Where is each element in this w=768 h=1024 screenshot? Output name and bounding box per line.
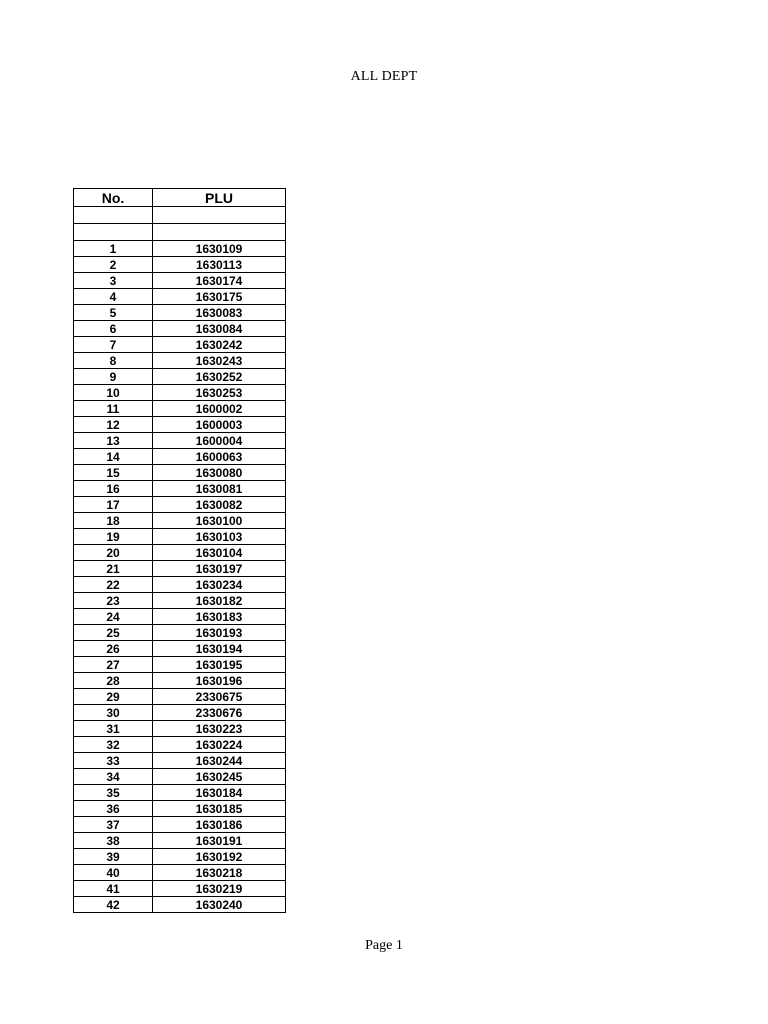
table-cell xyxy=(74,224,153,241)
cell-plu: 1630184 xyxy=(153,785,286,801)
table-row xyxy=(74,625,286,641)
table-row xyxy=(74,721,286,737)
cell-no: 2 xyxy=(74,257,153,273)
table-row xyxy=(74,689,286,705)
table-row xyxy=(74,465,286,481)
cell-plu: 1630193 xyxy=(153,625,286,641)
cell-plu: 1600003 xyxy=(153,417,286,433)
cell-plu: 1630185 xyxy=(153,801,286,817)
cell-plu: 1600002 xyxy=(153,401,286,417)
cell-plu: 1630223 xyxy=(153,721,286,737)
table-row xyxy=(74,257,286,273)
cell-no: 37 xyxy=(74,817,153,833)
cell-plu: 1630083 xyxy=(153,305,286,321)
table-row xyxy=(74,705,286,721)
cell-plu: 1600004 xyxy=(153,433,286,449)
table-row xyxy=(74,737,286,753)
cell-no: 34 xyxy=(74,769,153,785)
cell-plu: 1630242 xyxy=(153,337,286,353)
cell-plu: 1630109 xyxy=(153,241,286,257)
table-row xyxy=(74,593,286,609)
table-row xyxy=(74,337,286,353)
cell-plu: 1630240 xyxy=(153,897,286,913)
table-header-row xyxy=(74,189,286,207)
table-cell xyxy=(74,207,153,224)
cell-no: 20 xyxy=(74,545,153,561)
cell-no: 15 xyxy=(74,465,153,481)
cell-plu: 1630224 xyxy=(153,737,286,753)
cell-plu: 1630196 xyxy=(153,673,286,689)
table-row xyxy=(74,769,286,785)
cell-no: 38 xyxy=(74,833,153,849)
cell-plu: 1630175 xyxy=(153,289,286,305)
cell-no: 42 xyxy=(74,897,153,913)
cell-no: 1 xyxy=(74,241,153,257)
cell-no: 23 xyxy=(74,593,153,609)
cell-plu: 1630084 xyxy=(153,321,286,337)
table-row xyxy=(74,657,286,673)
cell-no: 12 xyxy=(74,417,153,433)
table-row xyxy=(74,369,286,385)
cell-plu: 1600063 xyxy=(153,449,286,465)
cell-plu: 1630252 xyxy=(153,369,286,385)
cell-no: 10 xyxy=(74,385,153,401)
plu-table xyxy=(73,188,286,913)
cell-no: 3 xyxy=(74,273,153,289)
table-row xyxy=(74,833,286,849)
page-number: Page 1 xyxy=(365,938,403,953)
cell-no: 25 xyxy=(74,625,153,641)
page-title: ALL DEPT xyxy=(350,69,418,84)
cell-plu: 1630182 xyxy=(153,593,286,609)
table-row xyxy=(74,241,286,257)
table-row xyxy=(74,849,286,865)
cell-no: 17 xyxy=(74,497,153,513)
blank-row xyxy=(74,207,286,224)
cell-plu: 1630253 xyxy=(153,385,286,401)
cell-no: 33 xyxy=(74,753,153,769)
table-row xyxy=(74,881,286,897)
table-row xyxy=(74,897,286,913)
cell-plu: 1630194 xyxy=(153,641,286,657)
table-row xyxy=(74,753,286,769)
cell-plu: 1630174 xyxy=(153,273,286,289)
cell-plu: 1630234 xyxy=(153,577,286,593)
cell-no: 4 xyxy=(74,289,153,305)
table-row xyxy=(74,385,286,401)
table-cell xyxy=(153,224,286,241)
cell-plu: 1630243 xyxy=(153,353,286,369)
cell-plu: 1630081 xyxy=(153,481,286,497)
column-header-no: No. xyxy=(74,189,153,207)
cell-no: 19 xyxy=(74,529,153,545)
cell-no: 24 xyxy=(74,609,153,625)
table-row xyxy=(74,577,286,593)
cell-plu: 1630244 xyxy=(153,753,286,769)
table-row xyxy=(74,497,286,513)
table-row xyxy=(74,529,286,545)
cell-plu: 1630186 xyxy=(153,817,286,833)
cell-plu: 1630103 xyxy=(153,529,286,545)
cell-plu: 1630195 xyxy=(153,657,286,673)
table-row xyxy=(74,305,286,321)
cell-no: 9 xyxy=(74,369,153,385)
table-row xyxy=(74,433,286,449)
cell-no: 39 xyxy=(74,849,153,865)
cell-no: 36 xyxy=(74,801,153,817)
table-row xyxy=(74,417,286,433)
table-row xyxy=(74,481,286,497)
cell-no: 18 xyxy=(74,513,153,529)
cell-no: 41 xyxy=(74,881,153,897)
table-row xyxy=(74,609,286,625)
cell-no: 40 xyxy=(74,865,153,881)
cell-no: 21 xyxy=(74,561,153,577)
table-cell xyxy=(153,207,286,224)
cell-plu: 1630080 xyxy=(153,465,286,481)
cell-no: 26 xyxy=(74,641,153,657)
cell-no: 16 xyxy=(74,481,153,497)
cell-no: 35 xyxy=(74,785,153,801)
table-row xyxy=(74,273,286,289)
cell-plu: 2330675 xyxy=(153,689,286,705)
cell-no: 28 xyxy=(74,673,153,689)
table-body xyxy=(74,207,286,913)
cell-plu: 2330676 xyxy=(153,705,286,721)
cell-plu: 1630197 xyxy=(153,561,286,577)
cell-no: 11 xyxy=(74,401,153,417)
cell-plu: 1630183 xyxy=(153,609,286,625)
cell-no: 31 xyxy=(74,721,153,737)
cell-plu: 1630219 xyxy=(153,881,286,897)
cell-no: 14 xyxy=(74,449,153,465)
table-row xyxy=(74,353,286,369)
cell-no: 22 xyxy=(74,577,153,593)
cell-plu: 1630082 xyxy=(153,497,286,513)
table-row xyxy=(74,449,286,465)
table-row xyxy=(74,817,286,833)
cell-no: 5 xyxy=(74,305,153,321)
table-row xyxy=(74,673,286,689)
cell-no: 27 xyxy=(74,657,153,673)
cell-no: 7 xyxy=(74,337,153,353)
cell-plu: 1630245 xyxy=(153,769,286,785)
cell-plu: 1630218 xyxy=(153,865,286,881)
cell-plu: 1630104 xyxy=(153,545,286,561)
table-row xyxy=(74,321,286,337)
cell-no: 32 xyxy=(74,737,153,753)
cell-no: 29 xyxy=(74,689,153,705)
table-row xyxy=(74,561,286,577)
cell-plu: 1630191 xyxy=(153,833,286,849)
table-row xyxy=(74,865,286,881)
table-row xyxy=(74,641,286,657)
blank-row xyxy=(74,224,286,241)
table-row xyxy=(74,801,286,817)
cell-no: 6 xyxy=(74,321,153,337)
cell-plu: 1630192 xyxy=(153,849,286,865)
cell-plu: 1630113 xyxy=(153,257,286,273)
table-row xyxy=(74,785,286,801)
cell-plu: 1630100 xyxy=(153,513,286,529)
cell-no: 13 xyxy=(74,433,153,449)
table-row xyxy=(74,545,286,561)
cell-no: 8 xyxy=(74,353,153,369)
table-row xyxy=(74,401,286,417)
column-header-plu: PLU xyxy=(153,189,286,207)
table-row xyxy=(74,513,286,529)
table-row xyxy=(74,289,286,305)
cell-no: 30 xyxy=(74,705,153,721)
